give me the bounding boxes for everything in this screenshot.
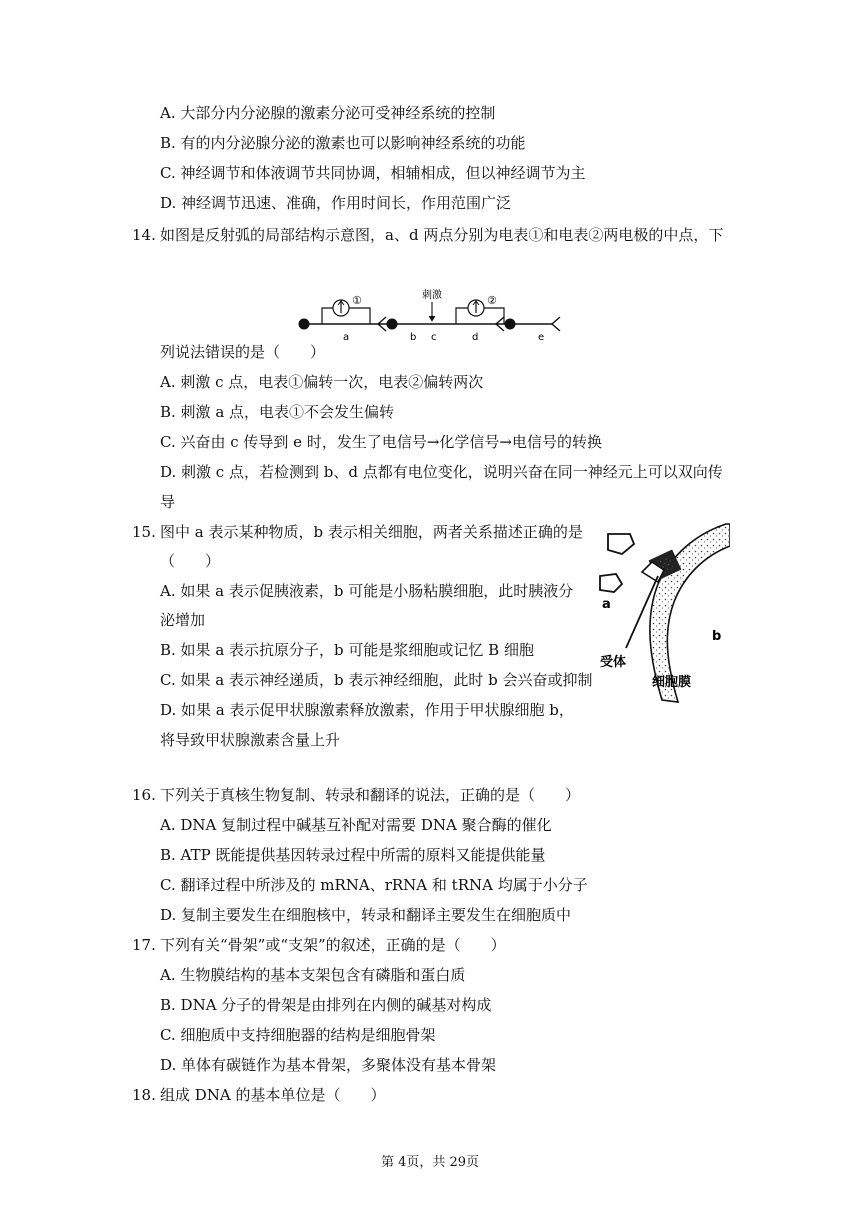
q17-stem-text: 下列有关“骨架”或“支架”的叙述，正确的是（ ） [160,936,506,954]
q14-option-d: D. 刺激 c 点，若检测到 b、d 点都有电位变化，说明兴奋在同一神经元上可以双向传 [160,463,723,481]
signal-molecule-1 [608,534,634,554]
reflex-arc-figure [290,280,580,346]
q17-option-c: C. 细胞质中支持细胞器的结构是细胞骨架 [160,1026,436,1044]
meter-2-label: ② [487,294,497,307]
q15-stem [132,522,583,542]
receptor-membrane-figure [592,520,730,704]
q13-option-b: B. 有的内分泌腺分泌的激素也可以影响神经系统的功能 [160,134,526,152]
q16-option-d: D. 复制主要发生在细胞核中，转录和翻译主要发生在细胞质中 [160,906,572,924]
q15-stem-text: 图中 a 表示某种物质，b 表示相关细胞，两者关系描述正确的是 [160,523,583,541]
q13-option-c: C. 神经调节和体液调节共同协调，相辅相成，但以神经调节为主 [160,164,586,182]
synapse-terminal-3 [552,317,560,331]
q16-stem [132,785,580,805]
q15-option-b: B. 如果 a 表示抗原分子，b 可能是浆细胞或记忆 B 细胞 [160,641,534,659]
point-label-d: d [472,332,479,343]
q15-option-a-cont: 泌增加 [160,611,206,629]
q14-option-d-cont: 导 [160,493,176,511]
figure-label-membrane: 细胞膜 [652,675,692,690]
q16-option-a: A. DNA 复制过程中碱基互补配对需要 DNA 聚合酶的催化 [160,816,552,834]
q18-stem-text: 组成 DNA 的基本单位是（ ） [160,1086,386,1104]
q17-stem [132,935,506,955]
q16-number: 16. [132,786,156,804]
stimulus-label: 刺激 [422,290,442,301]
figure-label-b: b [712,629,722,644]
q15-option-a: A. 如果 a 表示促胰液素，b 可能是小肠粘膜细胞，此时胰液分 [160,582,574,600]
point-label-a: a [343,332,350,343]
neuron-body-2 [387,319,398,330]
figure-label-receptor: 受体 [600,655,627,670]
page-footer: 第 4页，共 29页 [380,1155,480,1170]
neuron-body-3 [505,319,516,330]
q17-option-d: D. 单体有碳链作为基本骨架，多聚体没有基本骨架 [160,1056,497,1074]
q15-option-c: C. 如果 a 表示神经递质，b 表示神经细胞，此时 b 会兴奋或抑制 [160,671,593,689]
q13-option-d: D. 神经调节迅速、准确，作用时间长，作用范围广泛 [160,194,512,212]
point-label-e: e [538,332,545,343]
q16-option-b: B. ATP 既能提供基因转录过程中所需的原料又能提供能量 [160,846,546,864]
meter-1-label: ① [352,294,362,307]
neuron-body-1 [299,319,310,330]
q18-stem [132,1085,386,1105]
q14-stem [132,225,723,245]
q18-number: 18. [132,1086,156,1104]
q14-stem-cont: 列说法错误的是（ ） [160,343,326,361]
figure-label-a: a [602,597,611,612]
q14-option-b: B. 刺激 a 点，电表①不会发生偏转 [160,403,395,421]
q15-option-d-cont: 将导致甲状腺激素含量上升 [160,731,341,749]
q15-stem-cont: （ ） [160,552,221,570]
point-label-c: c [431,332,437,343]
q17-option-b: B. DNA 分子的骨架是由排列在内侧的碱基对构成 [160,996,492,1014]
q15-option-d: D. 如果 a 表示促甲状腺激素释放激素，作用于甲状腺细胞 b， [160,701,574,719]
q14-stem-text: 如图是反射弧的局部结构示意图，a、d 两点分别为电表①和电表②两电极的中点，下 [160,226,724,244]
q16-stem-text: 下列关于真核生物复制、转录和翻译的说法，正确的是（ ） [160,786,581,804]
q17-number: 17. [132,936,156,954]
q14-option-a: A. 刺激 c 点，电表①偏转一次，电表②偏转两次 [160,373,484,391]
q16-option-c: C. 翻译过程中所涉及的 mRNA、rRNA 和 tRNA 均属于小分子 [160,876,588,894]
q14-number: 14. [132,226,156,244]
point-label-b: b [410,332,417,343]
signal-molecule-2 [600,574,622,592]
q14-option-c: C. 兴奋由 c 传导到 e 时，发生了电信号→化学信号→电信号的转换 [160,433,602,451]
q17-option-a: A. 生物膜结构的基本支架包含有磷脂和蛋白质 [160,966,466,984]
q15-number: 15. [132,523,156,541]
q13-option-a: A. 大部分内分泌腺的激素分泌可受神经系统的控制 [160,104,496,122]
